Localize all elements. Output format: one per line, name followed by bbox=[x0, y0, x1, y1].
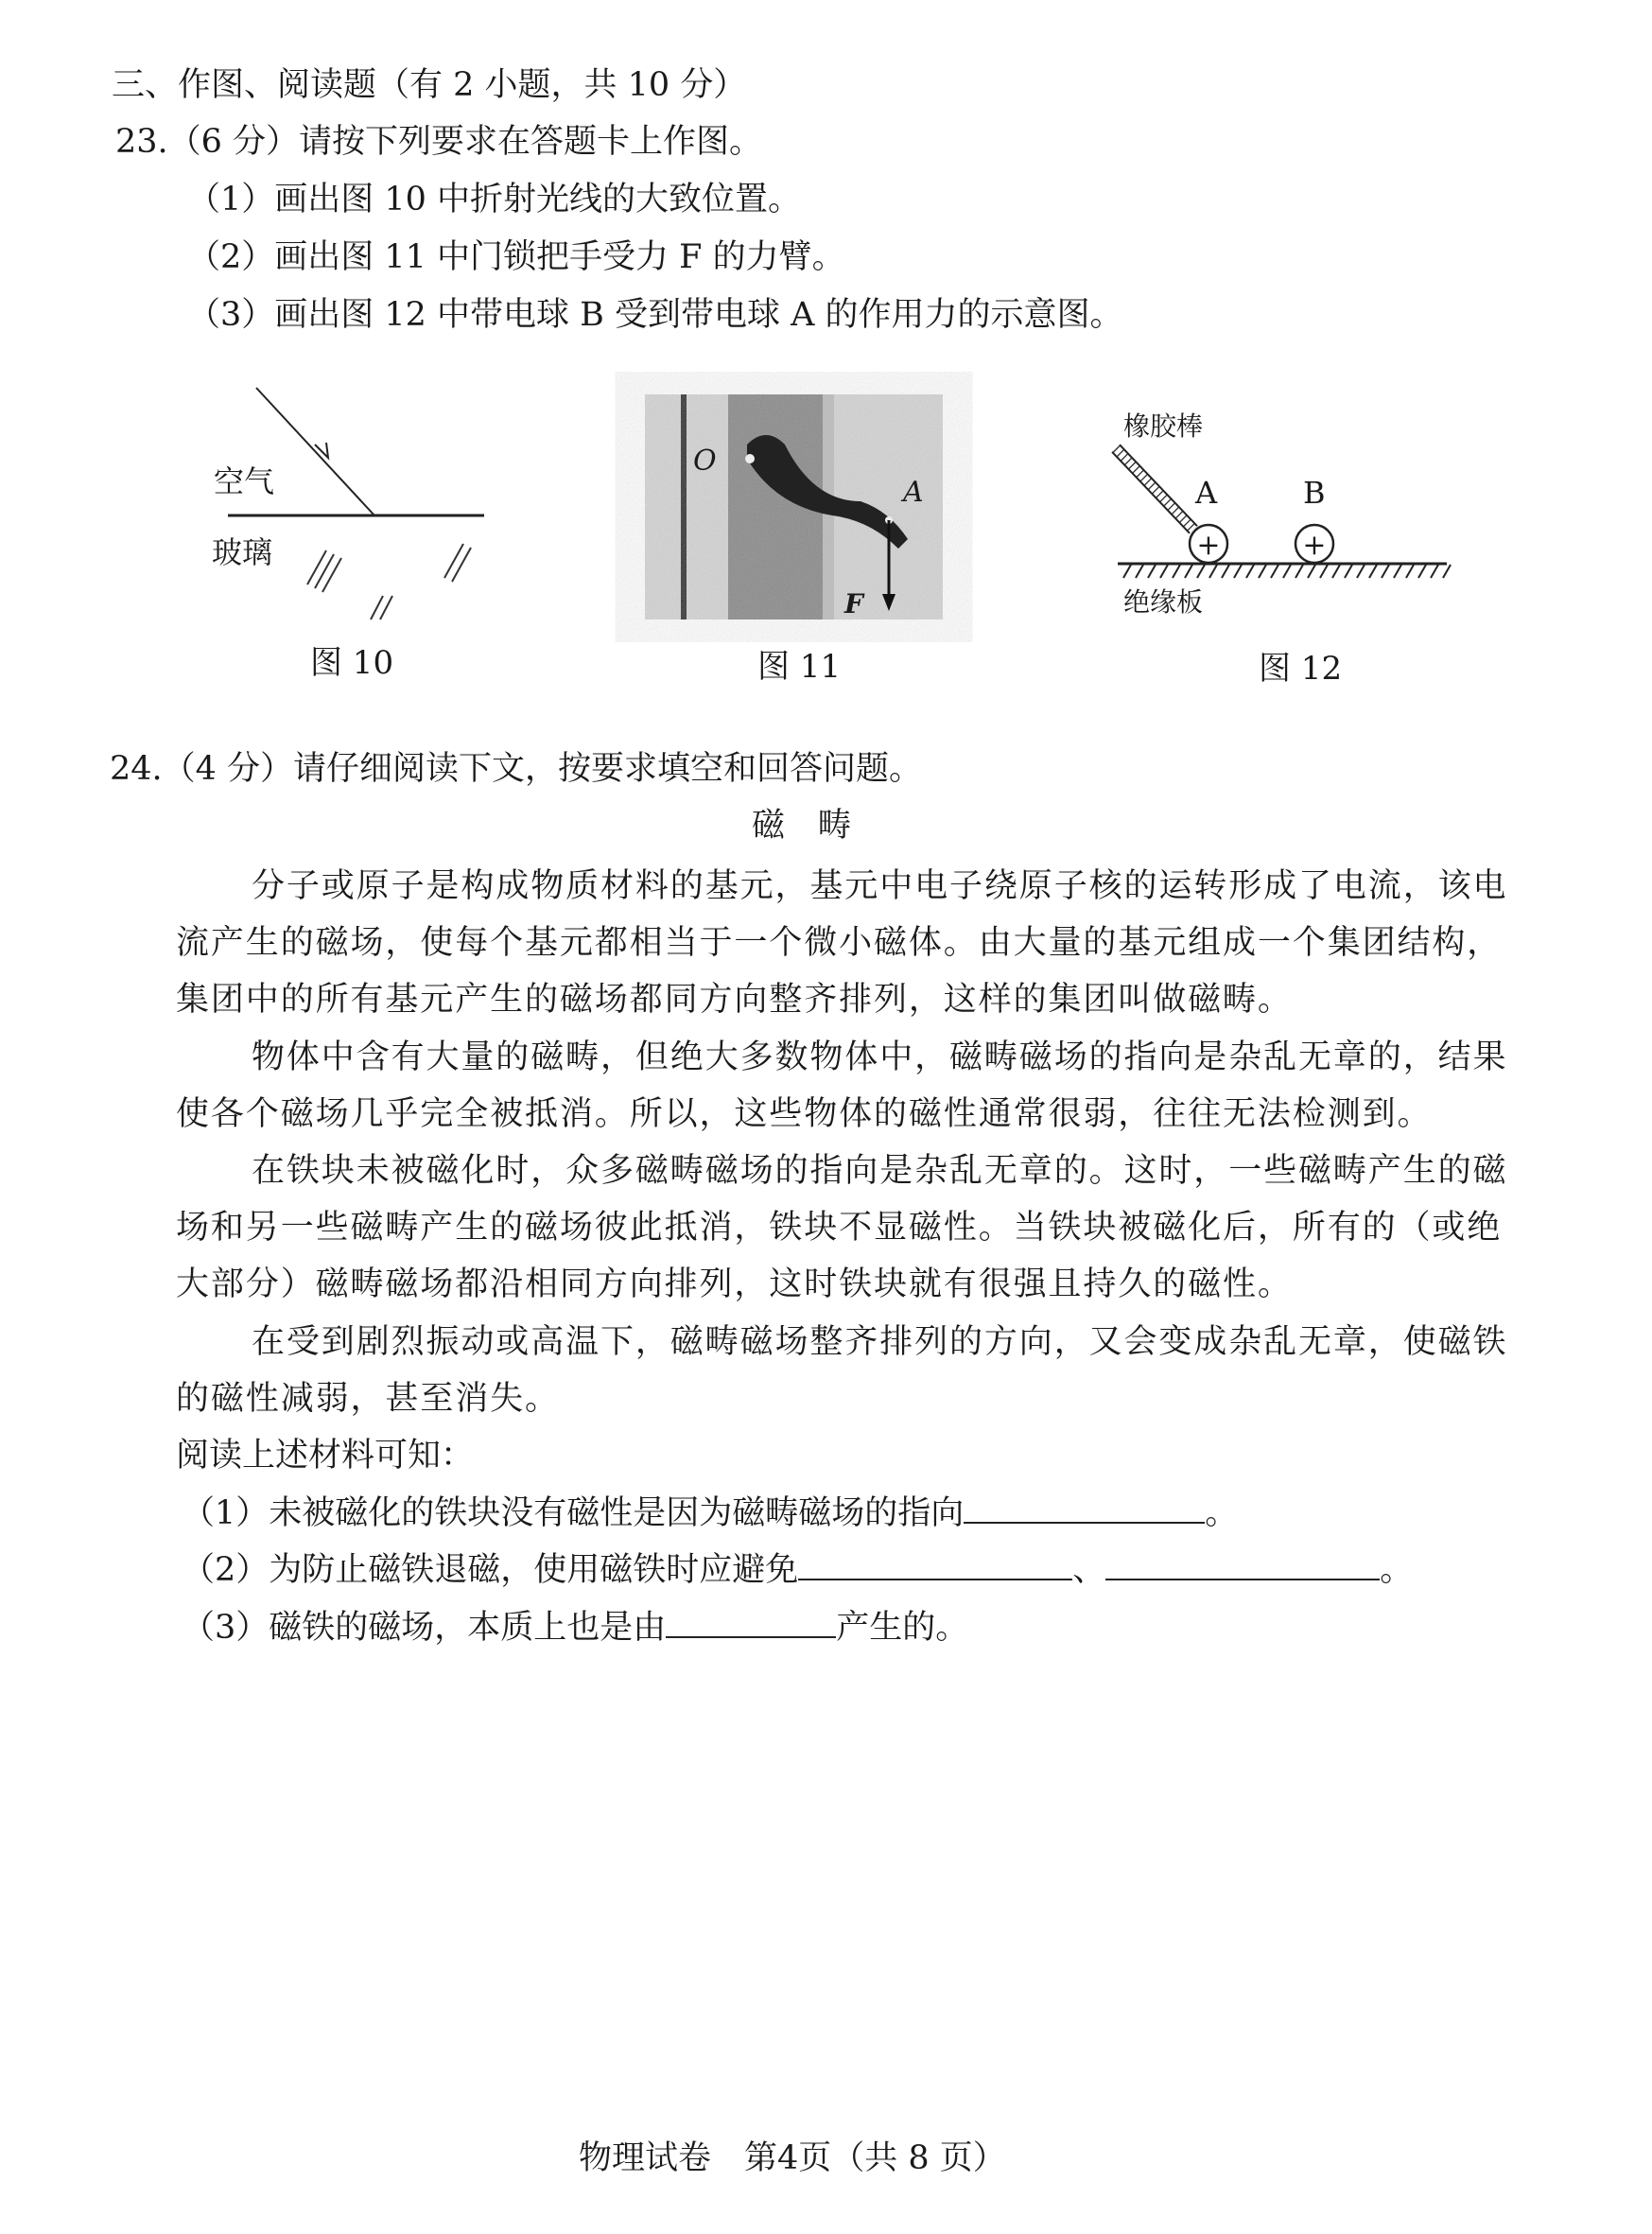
q23-item-2: （2）画出图 11 中门锁把手受力 F 的力臂。 bbox=[187, 238, 845, 276]
hatch-mark bbox=[1173, 565, 1180, 578]
hatch-mark bbox=[1382, 565, 1389, 578]
section-title: 三、作图、阅读题（有 2 小题，共 10 分） bbox=[112, 66, 747, 104]
hatch-mark bbox=[1431, 565, 1438, 578]
ball-a-label: A bbox=[1195, 475, 1218, 511]
article-line: 在铁块未被磁化时，众多磁畴磁场的指向是杂乱无章的。这时，一些磁畴产生的磁 bbox=[252, 1152, 1508, 1190]
answer-blank-2b[interactable] bbox=[1105, 1550, 1380, 1580]
fig11-caption: 图 11 bbox=[757, 648, 842, 686]
board-label: 绝缘板 bbox=[1123, 586, 1204, 618]
rod-label: 橡胶棒 bbox=[1123, 410, 1204, 442]
pivot-label-o: O bbox=[693, 445, 717, 478]
article-line: 的磁性减弱，甚至消失。 bbox=[176, 1379, 560, 1418]
hatch-mark bbox=[1320, 565, 1328, 578]
article-title: 磁 畴 bbox=[752, 807, 852, 845]
hatch-mark bbox=[1209, 565, 1217, 578]
q24-question-2 bbox=[182, 1550, 1413, 1589]
ground-hatch bbox=[1123, 565, 1451, 578]
force-label-f: F bbox=[844, 588, 863, 620]
q1-end: 。 bbox=[1205, 1494, 1239, 1532]
q24-stem: 24.（4 分）请仔细阅读下文，按要求填空和回答问题。 bbox=[110, 750, 923, 788]
hatch-mark bbox=[1271, 565, 1278, 578]
hatch-mark bbox=[1283, 565, 1291, 578]
q1-text: （1）未被磁化的铁块没有磁性是因为磁畴磁场的指向 bbox=[182, 1494, 965, 1532]
ball-b-label: B bbox=[1303, 475, 1326, 511]
arrow-icon bbox=[315, 443, 328, 458]
hatch-mark bbox=[1308, 565, 1315, 578]
fig10-caption: 图 10 bbox=[310, 644, 394, 682]
q23-item-3: （3）画出图 12 中带电球 B 受到带电球 A 的作用力的示意图。 bbox=[187, 296, 1123, 334]
article-line: 在受到剧烈振动或高温下，磁畴磁场整齐排列的方向，又会变成杂乱无章，使磁铁 bbox=[252, 1322, 1508, 1361]
hatch-mark bbox=[1332, 565, 1340, 578]
article-line: 大部分）磁畴磁场都沿相同方向排列，这时铁块就有很强且持久的磁性。 bbox=[176, 1265, 1293, 1304]
glass-label: 玻璃 bbox=[212, 534, 273, 570]
hatch-mark bbox=[1234, 565, 1242, 578]
article-line: 流产生的磁场，使每个基元都相当于一个微小磁体。由大量的基元组成一个集团结构， bbox=[176, 924, 1503, 963]
hatch-mark bbox=[1246, 565, 1254, 578]
q24-question-1 bbox=[182, 1493, 1238, 1532]
point-label-a: A bbox=[903, 476, 924, 509]
q23-stem: 23.（6 分）请按下列要求在答题卡上作图。 bbox=[115, 123, 763, 161]
hatch-mark bbox=[1123, 565, 1131, 578]
plus-icon: + bbox=[1196, 529, 1221, 562]
figures bbox=[0, 0, 1652, 719]
answer-blank-1[interactable] bbox=[964, 1493, 1205, 1524]
article-line: 集团中的所有基元产生的磁场都同方向整齐排列，这样的集团叫做磁畴。 bbox=[176, 981, 1293, 1020]
plus-icon: + bbox=[1302, 529, 1327, 562]
glass-hatch-marks bbox=[307, 544, 471, 620]
q2-end: 。 bbox=[1380, 1551, 1414, 1589]
hatch-mark bbox=[1369, 565, 1377, 578]
hatch-mark bbox=[1394, 565, 1401, 578]
hatch-mark bbox=[1148, 565, 1156, 578]
reading-lead: 阅读上述材料可知： bbox=[176, 1437, 475, 1475]
hatch-mark bbox=[1296, 565, 1303, 578]
answer-blank-2a[interactable] bbox=[798, 1550, 1072, 1580]
air-label: 空气 bbox=[214, 463, 275, 499]
q3-end: 产生的。 bbox=[836, 1609, 969, 1647]
hatch-mark bbox=[1418, 565, 1426, 578]
q3-text: （3）磁铁的磁场，本质上也是由 bbox=[182, 1609, 667, 1647]
article-line: 物体中含有大量的磁畴，但绝大多数物体中，磁畴磁场的指向是杂乱无章的，结果 bbox=[252, 1038, 1508, 1076]
hatch-mark bbox=[1259, 565, 1266, 578]
figure-12 bbox=[1116, 410, 1451, 688]
hatch-mark bbox=[1443, 565, 1451, 578]
q2-text: （2）为防止磁铁退磁，使用磁铁时应避免 bbox=[182, 1551, 799, 1589]
fig12-caption: 图 12 bbox=[1259, 650, 1343, 688]
hatch-mark bbox=[1197, 565, 1205, 578]
figure-11 bbox=[645, 394, 943, 686]
hatch-mark bbox=[1222, 565, 1229, 578]
hatch-mark bbox=[1160, 565, 1168, 578]
article-line: 场和另一些磁畴产生的磁场彼此抵消，铁块不显磁性。当铁块被磁化后，所有的（或绝 bbox=[176, 1209, 1503, 1248]
q24-question-3 bbox=[182, 1608, 968, 1647]
hatch-mark bbox=[1136, 565, 1143, 578]
hatch-mark bbox=[1357, 565, 1365, 578]
hatch-mark bbox=[1406, 565, 1414, 578]
hatch-mark bbox=[1185, 565, 1192, 578]
q2-sep: 、 bbox=[1072, 1551, 1106, 1589]
article-line: 使各个磁场几乎完全被抵消。所以，这些物体的磁性通常很弱，往往无法检测到。 bbox=[176, 1094, 1433, 1133]
hatch-mark bbox=[1345, 565, 1352, 578]
article-line: 分子或原子是构成物质材料的基元，基元中电子绕原子核的运转形成了电流，该电 bbox=[252, 867, 1508, 905]
q23-item-1: （1）画出图 10 中折射光线的大致位置。 bbox=[187, 181, 802, 218]
answer-blank-3[interactable] bbox=[666, 1608, 836, 1638]
figure-10 bbox=[212, 388, 484, 682]
page-footer: 物理试卷 第4页（共 8 页） bbox=[579, 2139, 1006, 2177]
